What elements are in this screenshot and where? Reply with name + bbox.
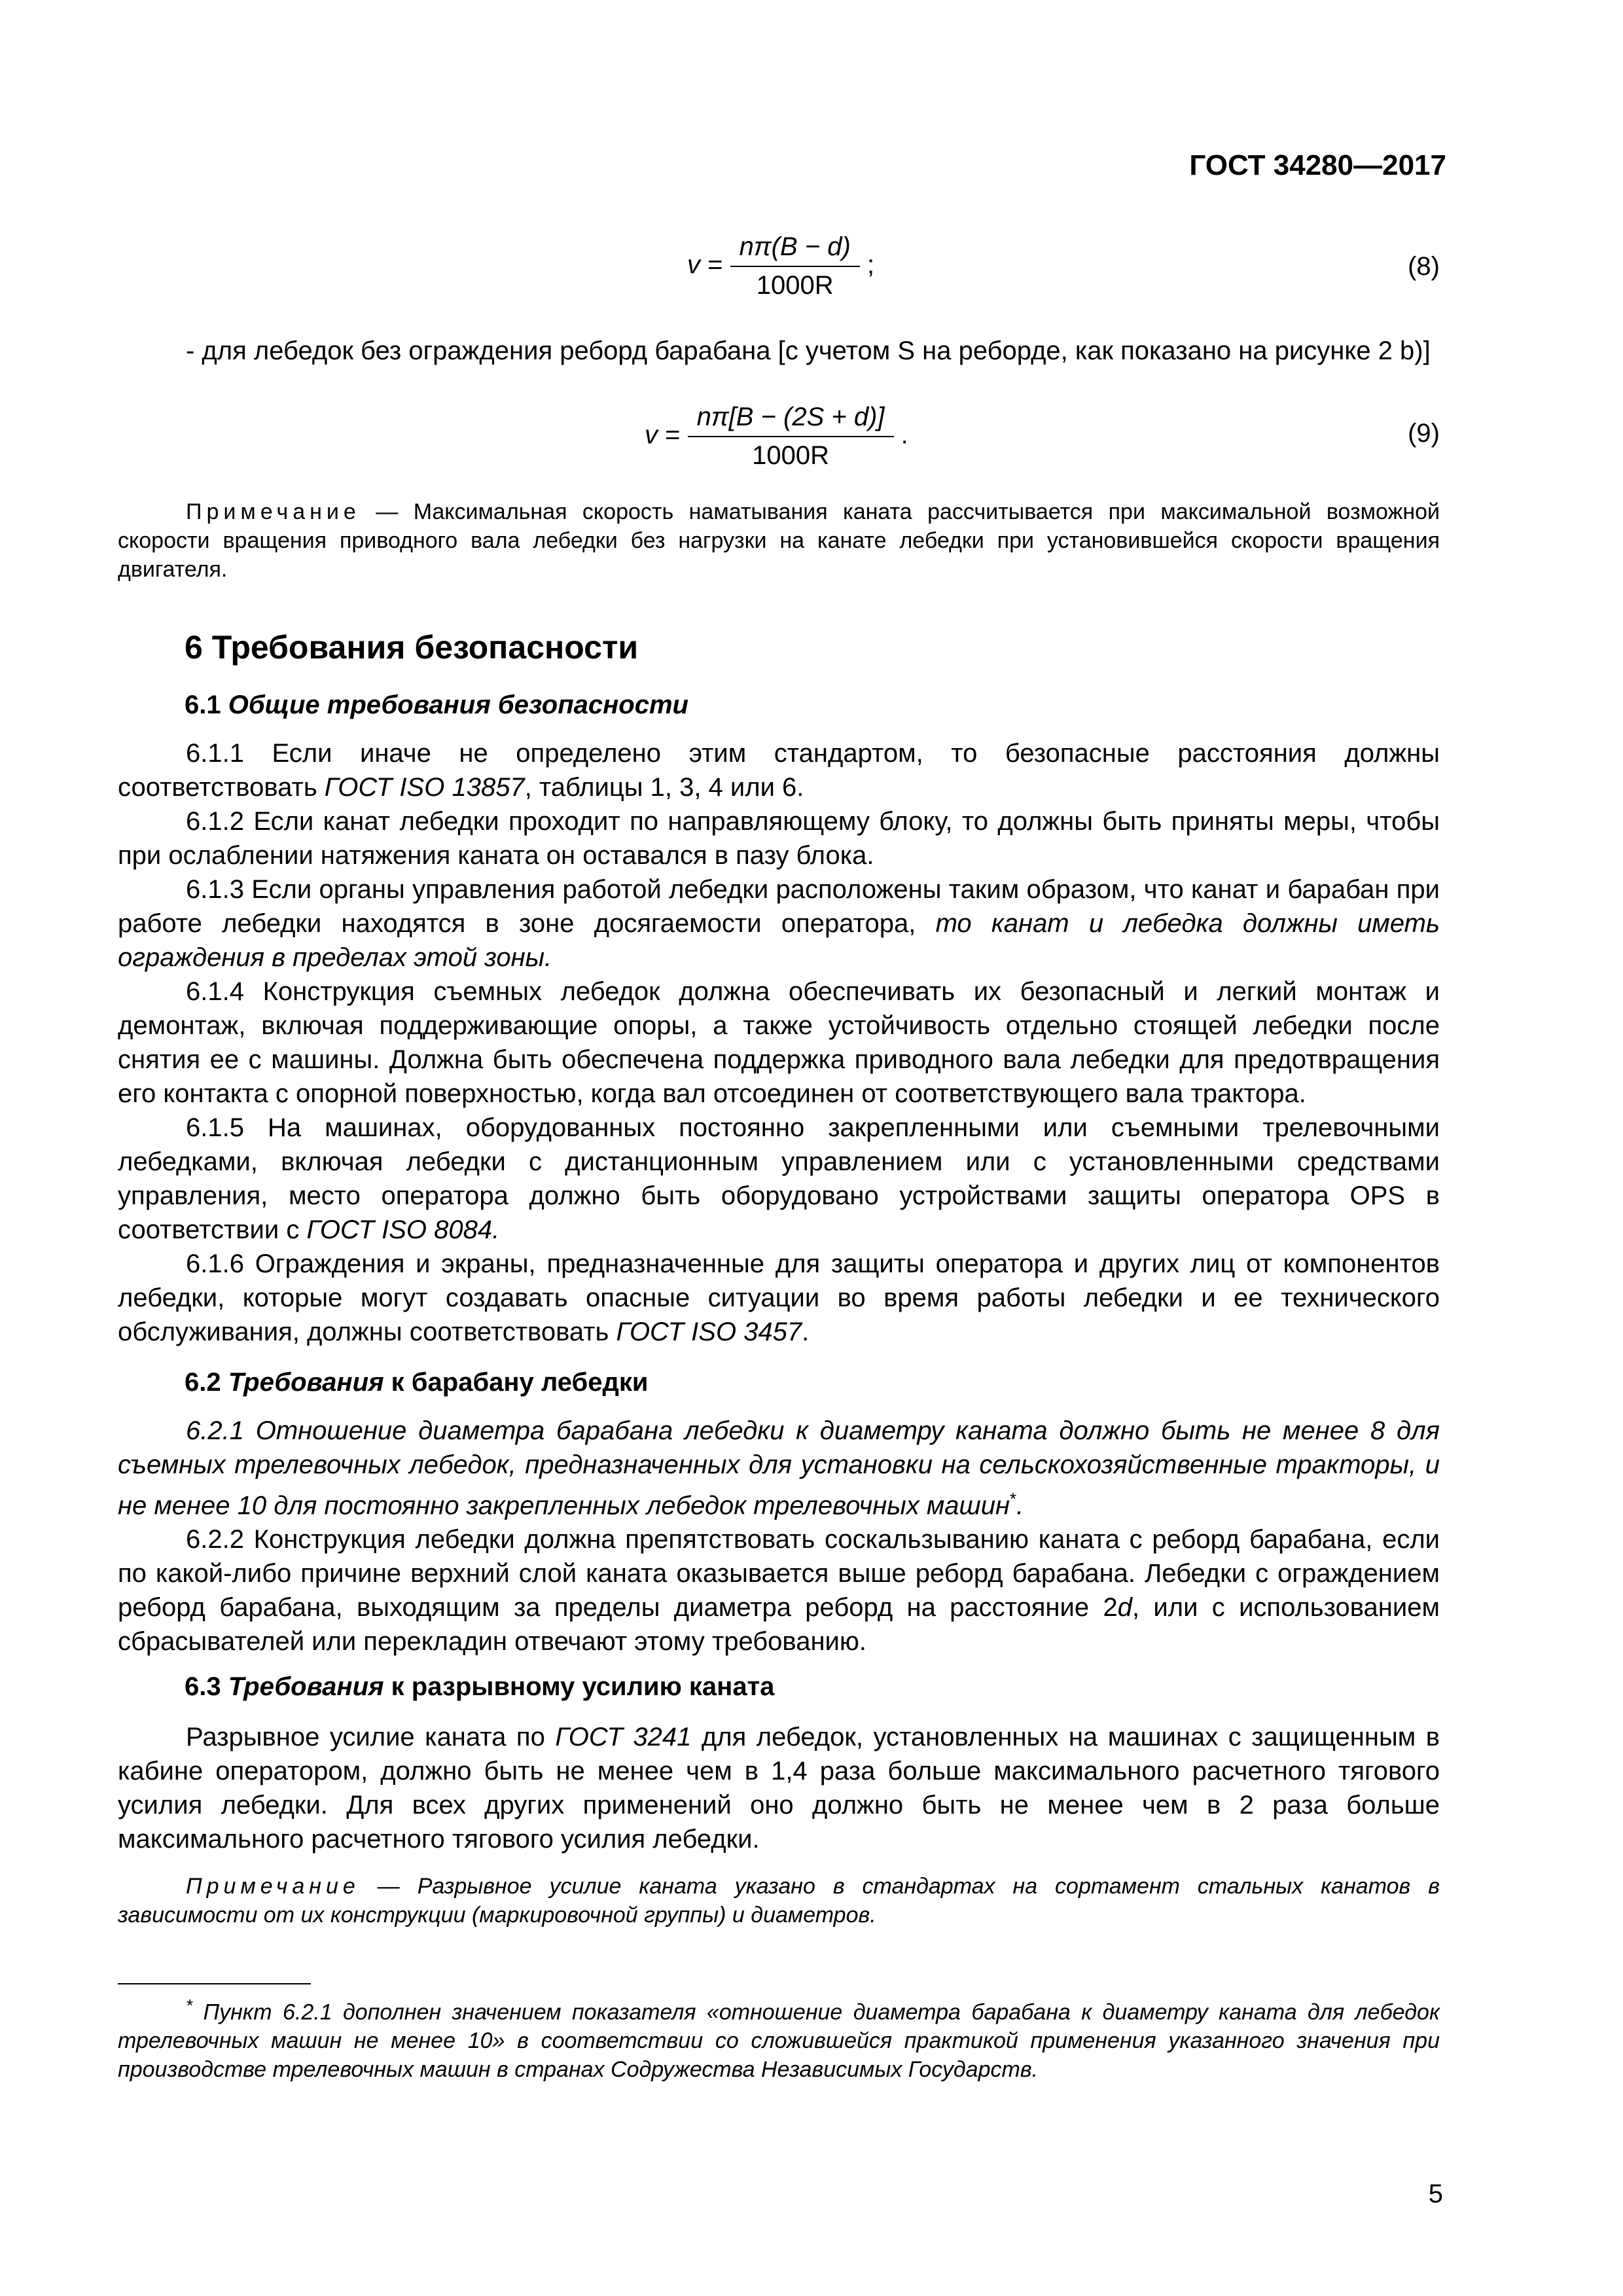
subsection-6-2-title: 6.2 Требования к барабану лебедки: [185, 1368, 649, 1397]
note-2: Примечание — Разрывное усилие каната указано в стандартах на сортамент стальных канатов в зависимости от их конструкции (маркировочной группы) и диаметров.: [118, 1874, 1440, 1928]
paragraph-6-1-4: 6.1.4 Конструкция съемных лебедок должна обеспечивать их безопасный и легкий монтаж и демонтаж, включая поддерживающие опоры, а также устойчивость отдельно стоящей лебедки после снятия ее с машины. Должна быть обеспечена поддержка приводного вала лебедки для предотвращения его контакта с опорной поверхностью, когда вал отсоединен от соответствующего вала трактора.: [118, 977, 1440, 1108]
condition-paragraph: - для лебедок без ограждения реборд барабана [с учетом S на реборде, как показано на рисунке 2 b)]: [186, 336, 1431, 365]
section-6-2-body: [118, 1414, 1440, 1659]
paragraph-6-1-6: 6.1.6 Ограждения и экраны, предназначенные для защиты оператора и других лиц от компонентов лебедки, которые могут создавать опасные ситуации во время работы лебедки и ее технического обслуживания, должны соответствовать ГОСТ ISO 3457.: [118, 1249, 1440, 1346]
paragraph-6-1-3: 6.1.3 Если органы управления работой лебедки расположены таким образом, что канат и барабан при работе лебедки находятся в зоне досягаемости оператора, то канат и лебедка должны иметь ограждения в пределах этой зоны.: [118, 875, 1440, 972]
paragraph-6-1-2: 6.1.2 Если канат лебедки проходит по направляющему блоку, то должны быть приняты меры, чтобы при ослаблении натяжения каната он оставался в пазу блока.: [118, 807, 1440, 870]
section-6-3-body: [118, 1720, 1440, 1856]
page-number: 5: [1428, 2179, 1443, 2208]
paragraph-6-3-1: Разрывное усилие каната по ГОСТ 3241 для лебедок, установленных на машинах с защищенным в кабине оператором, должно быть не менее чем в 1,4 раза больше максимального расчетного тягового усилия лебедки. Для всех других применений оно должно быть не менее чем в 2 раза больше максимального расчетного тягового усилия лебедки.: [118, 1723, 1440, 1854]
document-header: ГОСТ 34280—2017: [1189, 149, 1446, 181]
equation-number-9: (9): [1408, 419, 1440, 448]
note-1: Примечание — Максимальная скорость наматывания каната рассчитывается при максимальной возможной скорости вращения приводного вала лебедки без нагрузки на канате лебедки при установившейся скорости вращения двигателя.: [118, 499, 1440, 582]
section-6-1-body: [118, 736, 1440, 1349]
footnote-divider: [118, 1983, 311, 1984]
formula-9-fraction: $\frac{n\pi[B - (2S + d)]}{1000R}$: [688, 403, 894, 471]
paragraph-6-1-5: 6.1.5 На машинах, оборудованных постоянно закрепленными или съемными трелевочными лебедками, включая лебедки с дистанционным управлением или с установленными средствами управления, место оператора должно быть оборудовано устройствами защиты оператора OPS в соответствии с ГОСТ ISO 8084.: [118, 1113, 1440, 1244]
footnote: * Пункт 6.2.1 дополнен значением показателя «отношение диаметра барабана к диаметру каната для лебедок трелевочных машин не менее 10» в соответствии со сложившейся практикой применения указанного значения при производстве трелевочных машин в странах Содружества Независимых Государств.: [118, 1996, 1440, 2083]
subsection-6-3-title: 6.3 Требования к разрывному усилию каната: [185, 1672, 775, 1701]
equation-number-8: (8): [1408, 252, 1440, 281]
paragraph-6-2-1: 6.2.1 Отношение диаметра барабана лебедки к диаметру каната должно быть не менее 8 для съемных трелевочных лебедок, предназначенных для установки на сельскохозяйственные тракторы, и не менее 10 для постоянно закрепленных лебедок трелевочных машин*.: [118, 1416, 1440, 1520]
formula-8: v = $\frac{n\pi(B - d)}{1000R}$ ;: [687, 232, 875, 300]
paragraph-6-2-2: 6.2.2 Конструкция лебедки должна препятствовать соскальзыванию каната с реборд барабана, если по какой-либо причине верхний слой каната оказывается выше реборд барабана. Лебедки с ограждением реборд барабана, выходящим за пределы диаметра реборд на расстояние 2d, или с использованием сбрасывателей или перекладин отвечают этому требованию.: [118, 1525, 1440, 1657]
section-6-title: 6 Требования безопасности: [185, 629, 639, 666]
subsection-6-1-title: 6.1 Общие требования безопасности: [185, 691, 688, 719]
formula-9: v = $\frac{n\pi[B - (2S + d)]}{1000R}$ .: [645, 403, 908, 470]
paragraph-6-1-1: 6.1.1 Если иначе не определено этим стандартом, то безопасные расстояния должны соответствовать ГОСТ ISO 13857, таблицы 1, 3, 4 или 6.: [118, 739, 1440, 802]
formula-8-fraction: $\frac{n\pi(B - d)}{1000R}$: [730, 232, 860, 300]
note-label: Примечание: [186, 499, 361, 524]
